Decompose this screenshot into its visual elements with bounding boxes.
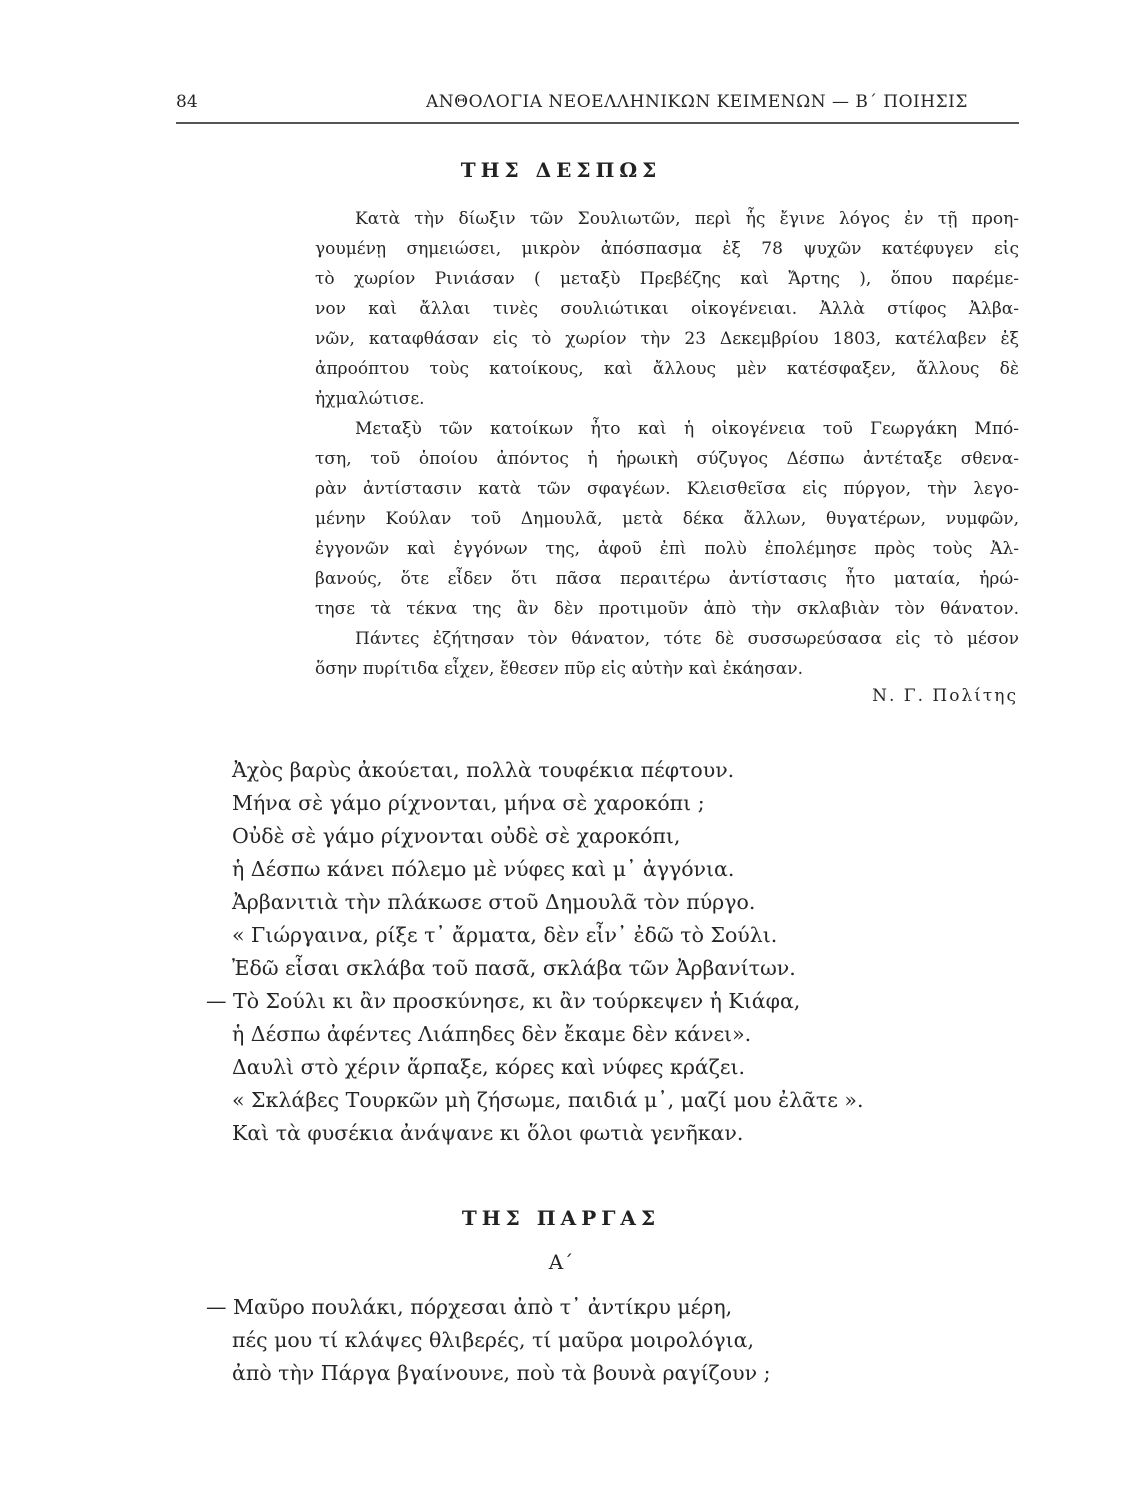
prose-line: τση, τοῦ ὁποίου ἀπόντος ἡ ἡρωικὴ σύζυγος Δέσπω ἀντέταξε σθενα-	[315, 449, 1019, 469]
verse-line: ἀπὸ τὴν Πάργα βγαίνουνε, ποὺ τὰ βουνὰ ραγίζουν ;	[232, 1361, 771, 1385]
prose-line: νον καὶ ἄλλαι τινὲς σουλιώτικαι οἰκογένειαι. Ἀλλὰ στίφος Ἀλβα-	[315, 299, 1019, 319]
verse-line: « Γιώργαινα, ρίξε τ᾽ ἄρματα, δὲν εἶν᾽ ἐδῶ τὸ Σούλι.	[232, 923, 778, 947]
prose-line: βανούς, ὅτε εἶδεν ὅτι πᾶσα περαιτέρω ἀντίστασις ἦτο ματαία, ἠρώ-	[315, 569, 1019, 589]
section-title-despo: ΤΗΣ ΔΕΣΠΩΣ	[460, 158, 662, 182]
verse-line: Ἐδῶ εἶσαι σκλάβα τοῦ πασᾶ, σκλάβα τῶν Ἀρβανίτων.	[232, 956, 796, 980]
verse-line: ἡ Δέσπω ἀφέντες Λιάπηδες δὲν ἔκαμε δὲν κάνει».	[232, 1022, 752, 1046]
verse-line: — Τὸ Σούλι κι ἂν προσκύνησε, κι ἂν τούρκεψεν ἡ Κιάφα,	[206, 989, 801, 1013]
prose-line: ὅσην πυρίτιδα εἶχεν, ἔθεσεν πῦρ εἰς αὐτὴν καὶ ἐκάησαν.	[315, 659, 804, 679]
prose-line: Πάντες ἐζήτησαν τὸν θάνατον, τότε δὲ συσσωρεύσασα εἰς τὸ μέσον	[355, 629, 1019, 649]
header-rule	[176, 122, 1019, 124]
prose-line: τησε τὰ τέκνα της ἂν δὲν προτιμοῦν ἀπὸ τὴν σκλαβιὰν τὸν θάνατον.	[315, 599, 1019, 619]
verse-line: Δαυλὶ στὸ χέριν ἅρπαξε, κόρες καὶ νύφες κράζει.	[232, 1055, 746, 1079]
prose-line: ρὰν ἀντίστασιν κατὰ τῶν σφαγέων. Κλεισθεῖσα εἰς πύργον, τὴν λεγο-	[315, 479, 1019, 499]
verse-line: Καὶ τὰ φυσέκια ἀνάψανε κι ὅλοι φωτιὰ γενῆκαν.	[232, 1121, 744, 1145]
prose-line: Μεταξὺ τῶν κατοίκων ἦτο καὶ ἡ οἰκογένεια τοῦ Γεωργάκη Μπό-	[355, 419, 1019, 439]
prose-line: ἐγγονῶν καὶ ἐγγόνων της, ἀφοῦ ἐπὶ πολὺ ἐπολέμησε πρὸς τοὺς Ἀλ-	[315, 539, 1019, 559]
verse-line: Οὐδὲ σὲ γάμο ρίχνονται οὐδὲ σὲ χαροκόπι,	[232, 824, 681, 848]
running-head: ΑΝΘΟΛΟΓΙΑ ΝΕΟΕΛΛΗΝΙΚΩΝ ΚΕΙΜΕΝΩΝ — Β΄ ΠΟΙΗΣΙΣ	[426, 92, 968, 112]
verse-line: Μήνα σὲ γάμο ρίχνονται, μήνα σὲ χαροκόπι ;	[232, 791, 705, 815]
verse-line: ἡ Δέσπω κάνει πόλεμο μὲ νύφες καὶ μ᾽ ἀγγόνια.	[232, 857, 735, 881]
prose-line: Κατὰ τὴν δίωξιν τῶν Σουλιωτῶν, περὶ ἧς ἔγινε λόγος ἐν τῇ προη-	[355, 209, 1019, 229]
prose-line: ἀπροόπτου τοὺς κατοίκους, καὶ ἄλλους μὲν κατέσφαξεν, ἄλλους δὲ	[315, 359, 1019, 379]
verse-line: — Μαῦρο πουλάκι, πόρχεσαι ἀπὸ τ᾽ ἀντίκρυ μέρη,	[206, 1295, 733, 1319]
page-number: 84	[176, 92, 198, 112]
prose-line: τὸ χωρίον Ρινιάσαν ( μεταξὺ Πρεβέζης καὶ Ἄρτης ), ὅπου παρέμε-	[315, 269, 1019, 289]
prose-line: μένην Κούλαν τοῦ Δημουλᾶ, μετὰ δέκα ἄλλων, θυγατέρων, νυμφῶν,	[315, 509, 1019, 529]
verse-line: Ἀχὸς βαρὺς ἀκούεται, πολλὰ τουφέκια πέφτουν.	[232, 758, 735, 782]
attribution: Ν. Γ. Πολίτης	[872, 686, 1018, 706]
prose-line: ἠχμαλώτισε.	[315, 389, 425, 409]
prose-line: γουμένῃ σημειώσει, μικρὸν ἀπόσπασμα ἐξ 78 ψυχῶν κατέφυγεν εἰς	[315, 239, 1019, 259]
section-subtitle: Α΄	[548, 1250, 574, 1274]
section-title-parga: ΤΗΣ ΠΑΡΓΑΣ	[461, 1206, 661, 1230]
verse-line: « Σκλάβες Τουρκῶν μὴ ζήσωμε, παιδιά μ᾽, μαζί μου ἐλᾶτε ».	[232, 1088, 864, 1112]
verse-line: πές μου τί κλάψες θλιβερές, τί μαῦρα μοιρολόγια,	[232, 1328, 755, 1352]
verse-line: Ἀρβανιτιὰ τὴν πλάκωσε στοῦ Δημουλᾶ τὸν πύργο.	[232, 890, 756, 914]
prose-line: νῶν, καταφθάσαν εἰς τὸ χωρίον τὴν 23 Δεκεμβρίου 1803, κατέλαβεν ἐξ	[315, 329, 1019, 349]
